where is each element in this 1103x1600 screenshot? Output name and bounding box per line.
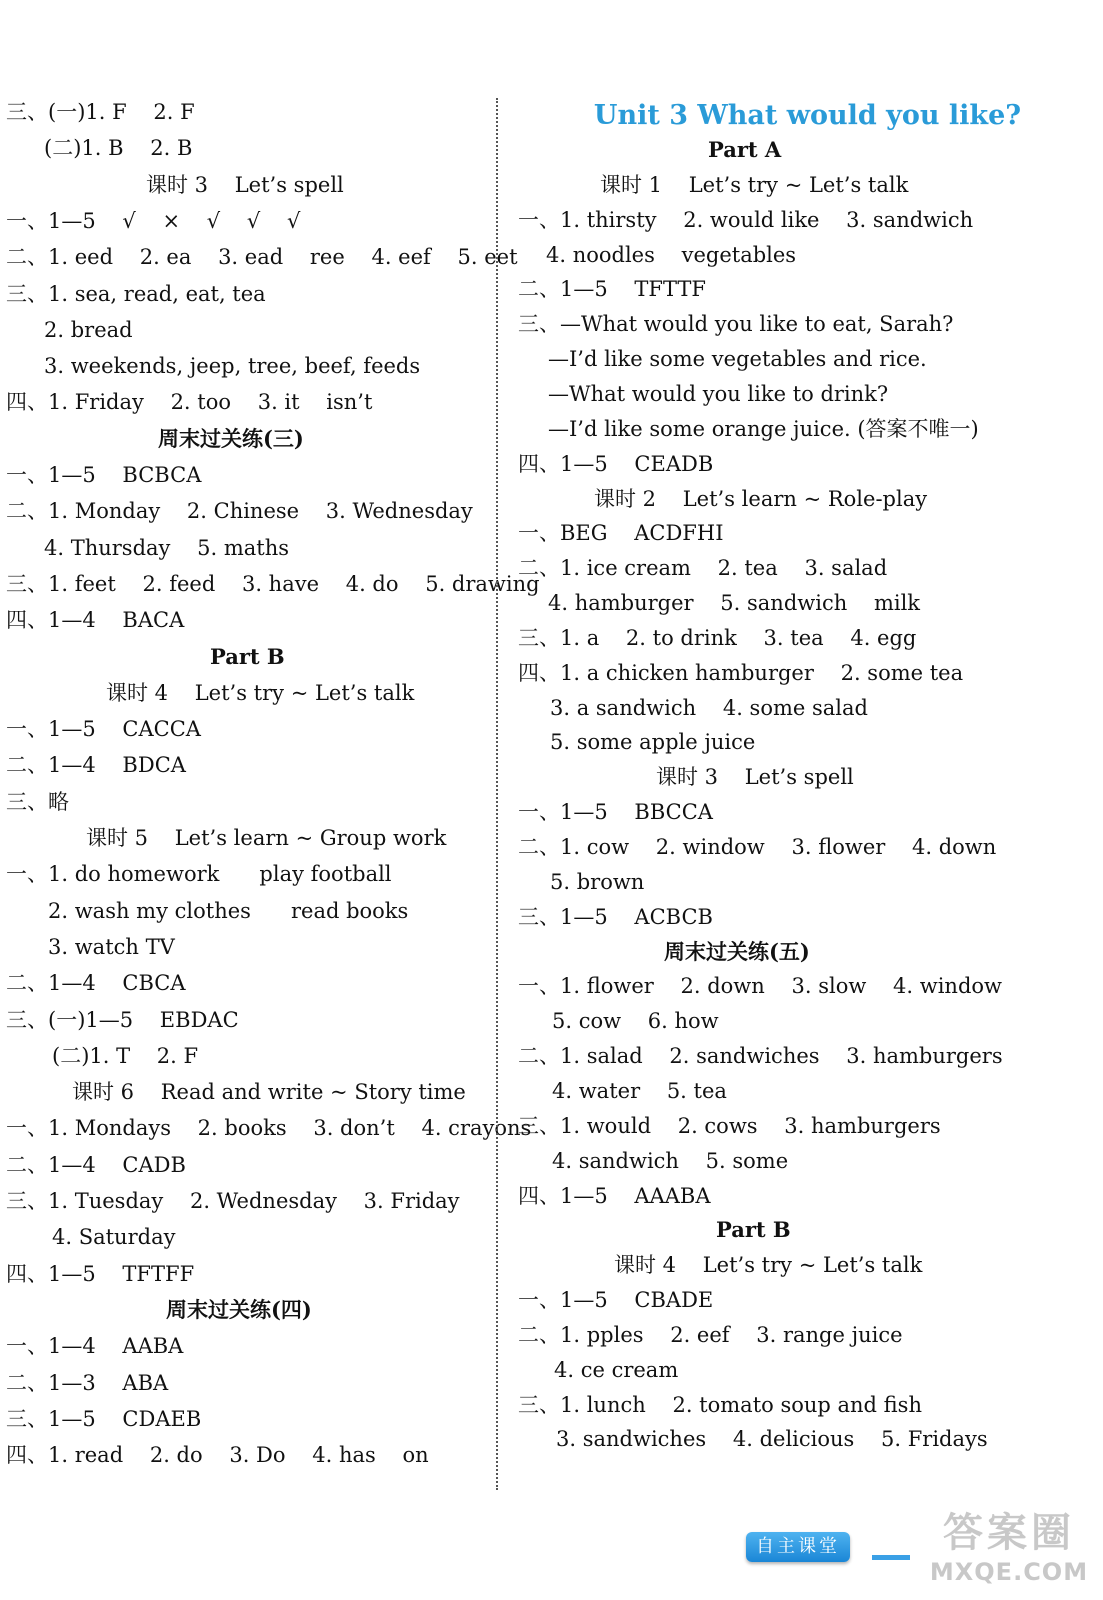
answer-line: 四、1. read 2. do 3. Do 4. has on: [6, 1443, 429, 1468]
answer-line: 二、1. eed 2. ea 3. ead ree 4. eef 5. eet: [6, 245, 518, 270]
answer-line: 四、1. a chicken hamburger 2. some tea: [518, 660, 964, 685]
answer-line: —I’d like some orange juice. (答案不唯一): [548, 416, 979, 441]
answer-line: 二、1—5 TFTTF: [518, 277, 706, 302]
answer-line: 4. hamburger 5. sandwich milk: [548, 591, 921, 616]
answer-line: —I’d like some vegetables and rice.: [548, 347, 927, 372]
answer-line: 三、略: [6, 789, 69, 814]
answer-line: 一、1. thirsty 2. would like 3. sandwich: [518, 207, 974, 232]
answer-line: 课时 3 Let’s spell: [146, 172, 344, 197]
answer-line: 三、1—5 CDAEB: [6, 1406, 202, 1431]
answer-line: 一、1. do homework play football: [6, 862, 392, 887]
section-heading: 周末过关练(三): [158, 425, 304, 451]
answer-line: 二、1. ice cream 2. tea 3. salad: [518, 556, 888, 581]
section-heading: Part B: [716, 1217, 791, 1243]
answer-line: 2. bread: [44, 317, 133, 342]
column-divider: [496, 98, 498, 1490]
answer-line: 课时 4 Let’s try ~ Let’s talk: [614, 1253, 923, 1278]
answer-line: 一、1. Mondays 2. books 3. don’t 4. crayons: [6, 1116, 532, 1141]
answer-line: 4. water 5. tea: [552, 1078, 727, 1103]
answer-line: 一、1—5 CBADE: [518, 1288, 714, 1313]
answer-line: 三、1. feet 2. feed 3. have 4. do 5. drawing: [6, 571, 540, 596]
answer-line: 四、1—4 BACA: [6, 608, 185, 633]
answer-line: 四、1—5 CEADB: [518, 451, 714, 476]
answer-line: 4. ce cream: [554, 1357, 679, 1382]
section-heading: Part B: [210, 643, 285, 669]
answer-line: 一、1—5 BBCCA: [518, 800, 713, 825]
answer-line: (二)1. T 2. F: [52, 1043, 199, 1068]
answer-line: 三、(一)1. F 2. F: [6, 100, 195, 124]
answer-line: 二、1—3 ABA: [6, 1370, 169, 1395]
footer-accent-bar: [872, 1555, 910, 1560]
answer-line: 2. wash my clothes read books: [48, 898, 409, 923]
answer-line: 3. watch TV: [48, 934, 175, 959]
answer-line: 二、1. Monday 2. Chinese 3. Wednesday: [6, 499, 473, 524]
answer-line: 课时 3 Let’s spell: [656, 765, 854, 790]
answer-line: 课时 6 Read and write ~ Story time: [72, 1080, 466, 1105]
section-heading: 周末过关练(五): [664, 938, 810, 964]
watermark-cn: 答案圈: [943, 1510, 1075, 1556]
footer-badge: 自主课堂: [746, 1532, 850, 1562]
answer-line: 课时 4 Let’s try ~ Let’s talk: [106, 680, 415, 705]
answer-line: 四、1. Friday 2. too 3. it isn’t: [6, 390, 373, 415]
answer-line: 课时 2 Let’s learn ~ Role-play: [594, 486, 928, 511]
answer-line: 一、1—4 AABA: [6, 1334, 184, 1359]
section-heading: Part A: [708, 137, 782, 162]
answer-line: 3. weekends, jeep, tree, beef, feeds: [44, 354, 421, 379]
answer-line: 二、1—4 CADB: [6, 1152, 186, 1177]
answer-line: 三、1. would 2. cows 3. hamburgers: [518, 1113, 941, 1138]
watermark-url: MXQE.COM: [929, 1558, 1089, 1586]
answer-line: 5. brown: [550, 869, 645, 894]
answer-line: 三、1. lunch 2. tomato soup and fish: [518, 1392, 922, 1417]
answer-line: 四、1—5 AAABA: [518, 1183, 711, 1208]
answer-line: 二、1—4 BDCA: [6, 753, 186, 778]
answer-line: 4. Saturday: [52, 1225, 176, 1250]
answer-line: 三、(一)1—5 EBDAC: [6, 1007, 239, 1032]
answer-line: 课时 5 Let’s learn ~ Group work: [86, 826, 447, 850]
answer-line: 4. Thursday 5. maths: [44, 535, 289, 560]
answer-line: 三、1. sea, read, eat, tea: [6, 281, 266, 306]
unit-title: Unit 3 What would you like?: [593, 100, 1022, 131]
answer-line: 二、1. cow 2. window 3. flower 4. down: [518, 835, 997, 859]
answer-line: 二、1. salad 2. sandwiches 3. hamburgers: [518, 1044, 1003, 1069]
answer-line: 一、1. flower 2. down 3. slow 4. window: [518, 974, 1003, 999]
answer-line: 课时 1 Let’s try ~ Let’s talk: [600, 172, 909, 197]
answer-line: 三、1. Tuesday 2. Wednesday 3. Friday: [6, 1189, 460, 1213]
answer-line: 四、1—5 TFTFF: [6, 1261, 195, 1286]
answer-line: 4. noodles vegetables: [546, 242, 797, 267]
answer-line: 5. some apple juice: [550, 730, 756, 755]
answer-line: 一、BEG ACDFHI: [518, 521, 724, 546]
answer-line: 三、1—5 ACBCB: [518, 904, 713, 929]
answer-line: (二)1. B 2. B: [44, 136, 193, 161]
answer-line: 三、1. a 2. to drink 3. tea 4. egg: [518, 625, 917, 650]
section-heading: 周末过关练(四): [166, 1296, 312, 1322]
answer-line: 二、1. pples 2. eef 3. range juice: [518, 1322, 903, 1347]
answer-line: 一、1—5 √ × √ √ √: [6, 208, 301, 233]
answer-line: 5. cow 6. how: [552, 1009, 719, 1034]
watermark-logo: [924, 1508, 1094, 1596]
answer-line: 4. sandwich 5. some: [552, 1148, 789, 1173]
answer-line: 一、1—5 BCBCA: [6, 463, 202, 487]
answer-line: 二、1—4 CBCA: [6, 971, 186, 996]
answer-line: 三、—What would you like to eat, Sarah?: [518, 312, 954, 337]
answer-line: 一、1—5 CACCA: [6, 717, 201, 742]
answer-line: 3. a sandwich 4. some salad: [550, 695, 868, 720]
answer-line: —What would you like to drink?: [548, 381, 889, 406]
answer-line: 3. sandwiches 4. delicious 5. Fridays: [556, 1427, 988, 1452]
